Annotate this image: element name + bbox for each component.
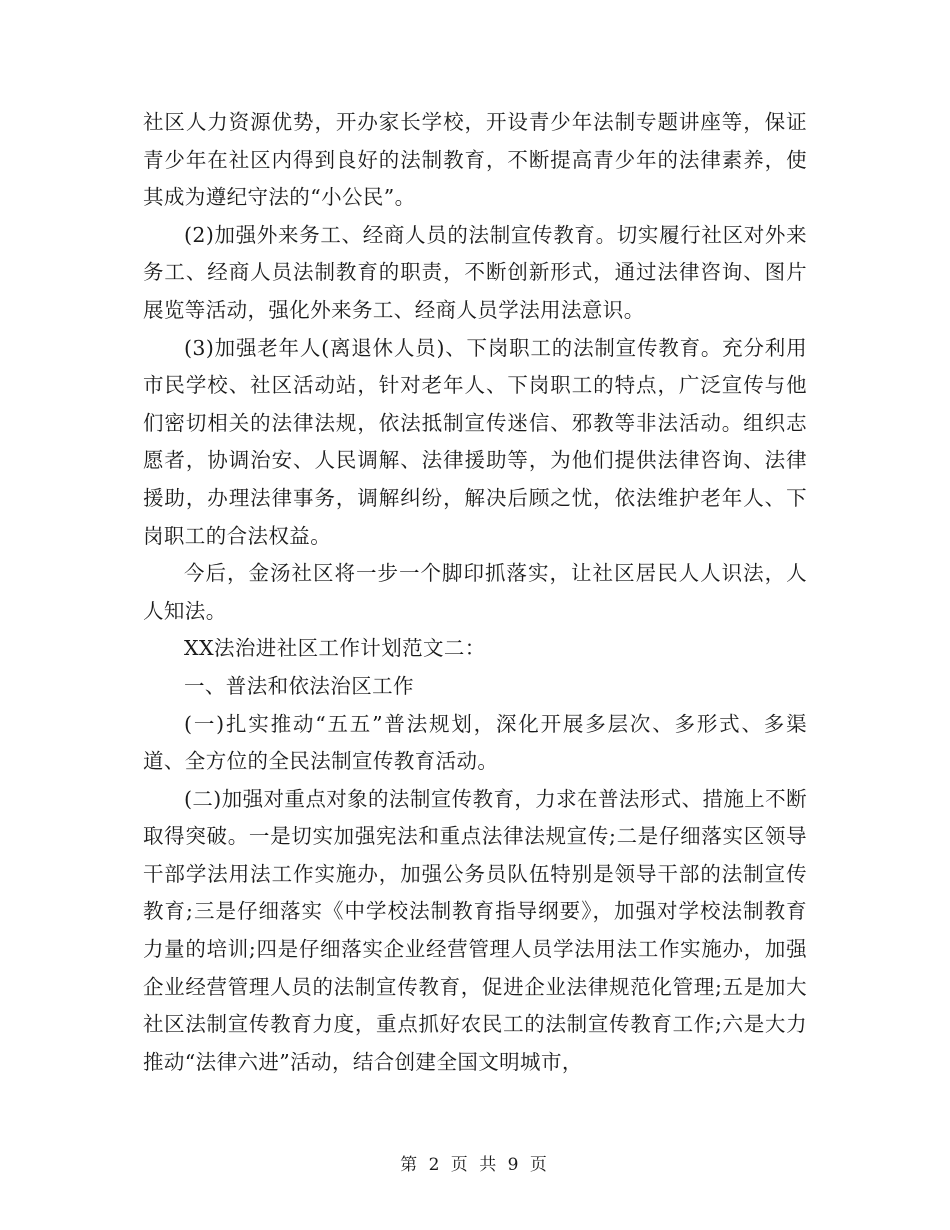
section-heading: 一、普法和依法治区工作: [184, 673, 414, 698]
page-number-footer: 第 2 页 共 9 页: [400, 1155, 550, 1175]
document-body: [143, 104, 807, 1081]
paragraph: 社区人力资源优势，开办家长学校，开设青少年法制专题讲座等，保证青少年在社区内得到良好的法制教育，不断提高青少年的法律素养，使其成为遵纪守法的“小公民”。: [143, 110, 807, 210]
section-heading: XX法治进社区工作计划范文二：: [184, 636, 486, 661]
paragraph: 今后，金汤社区将一步一个脚印抓落实，让社区居民人人识法，人人知法。: [143, 561, 807, 623]
paragraph: (2)加强外来务工、经商人员的法制宣传教育。切实履行社区对外来务工、经商人员法制教育的职责，不断创新形式，通过法律咨询、图片展览等活动，强化外来务工、经商人员学法用法意识。: [143, 222, 807, 322]
paragraph: (二)加强对重点对象的法制宣传教育，力求在普法形式、措施上不断取得突破。一是切实加强宪法和重点法律法规宣传;二是仔细落实区领导干部学法用法工作实施办，加强公务员队伍特别是领导干部的法制宣传教育;三是仔细落实《中学校法制教育指导纲要》，加强对学校法制教育力量的培训;四是仔细落实企业经营管理人员学法用法工作实施办，加强企业经营管理人员的法制宣传教育，促进企业法律规范化管理;五是加大社区法制宣传教育力度，重点抓好农民工的法制宣传教育工作;六是大力推动“法律六进”活动，结合创建全国文明城市，: [143, 786, 807, 1074]
paragraph: (3)加强老年人(离退休人员)、下岗职工的法制宣传教育。充分利用市民学校、社区活动站，针对老年人、下岗职工的特点，广泛宣传与他们密切相关的法律法规，依法抵制宣传迷信、邪教等非法活动。组织志愿者，协调治安、人民调解、法律援助等，为他们提供法律咨询、法律援助，办理法律事务，调解纠纷，解决后顾之忧，依法维护老年人、下岗职工的合法权益。: [143, 335, 807, 548]
paragraph: (一)扎实推动“五五”普法规划，深化开展多层次、多形式、多渠道、全方位的全民法制宣传教育活动。: [143, 711, 807, 774]
